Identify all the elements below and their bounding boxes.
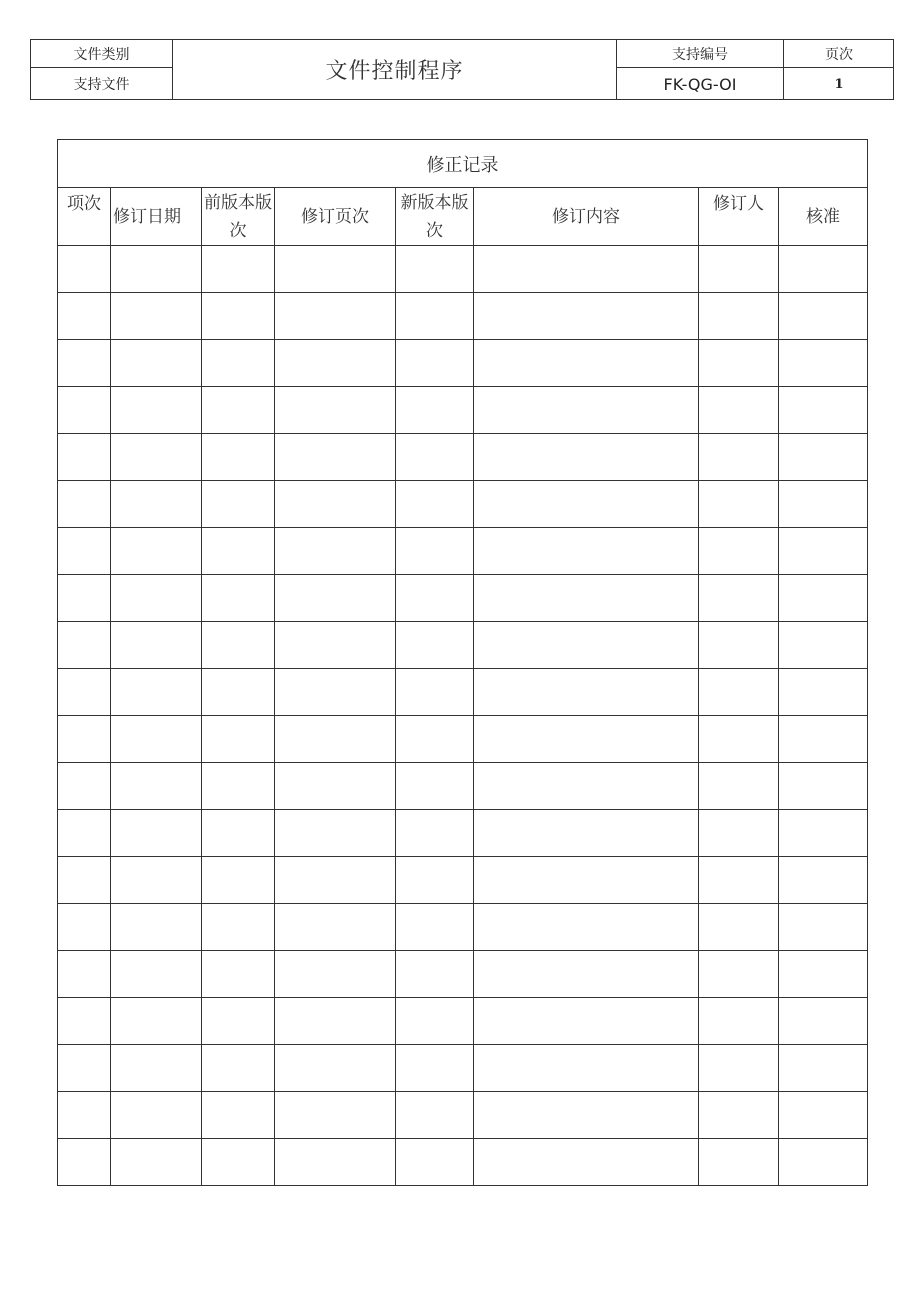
table-cell: [275, 481, 396, 528]
column-header-revision-content: 修订内容: [474, 188, 699, 246]
table-cell: [396, 1139, 474, 1186]
table-cell: [474, 528, 699, 575]
table-cell: [396, 998, 474, 1045]
table-row: [58, 1045, 868, 1092]
table-cell: [202, 669, 275, 716]
table-cell: [202, 857, 275, 904]
table-cell: [202, 293, 275, 340]
table-cell: [699, 434, 779, 481]
table-cell: [111, 293, 202, 340]
table-row: [58, 763, 868, 810]
table-cell: [699, 904, 779, 951]
table-cell: [58, 293, 111, 340]
table-cell: [275, 763, 396, 810]
document-title: 文件控制程序: [325, 59, 464, 84]
table-cell: [111, 1092, 202, 1139]
table-cell: [699, 293, 779, 340]
table-cell: [58, 904, 111, 951]
table-row: [58, 998, 868, 1045]
table-cell: [474, 951, 699, 998]
table-cell: [202, 246, 275, 293]
table-cell: [396, 387, 474, 434]
table-cell: [58, 528, 111, 575]
table-cell: [474, 998, 699, 1045]
table-cell: [275, 998, 396, 1045]
table-cell: [474, 1045, 699, 1092]
table-cell: [699, 857, 779, 904]
table-cell: [202, 1092, 275, 1139]
table-cell: [699, 340, 779, 387]
table-cell: [779, 293, 868, 340]
table-cell: [275, 293, 396, 340]
table-cell: [396, 810, 474, 857]
table-cell: [202, 434, 275, 481]
table-cell: [111, 434, 202, 481]
table-cell: [699, 1092, 779, 1139]
table-cell: [202, 481, 275, 528]
table-cell: [699, 763, 779, 810]
table-cell: [111, 387, 202, 434]
table-cell: [474, 1139, 699, 1186]
table-cell: [699, 528, 779, 575]
table-cell: [275, 1045, 396, 1092]
table-row: [58, 622, 868, 669]
table-cell: [111, 857, 202, 904]
table-cell: [111, 575, 202, 622]
table-cell: [779, 387, 868, 434]
table-cell: [779, 1045, 868, 1092]
table-cell: [275, 434, 396, 481]
table-cell: [474, 810, 699, 857]
table-cell: [779, 622, 868, 669]
table-cell: [202, 575, 275, 622]
table-cell: [202, 810, 275, 857]
table-cell: [699, 622, 779, 669]
table-cell: [779, 669, 868, 716]
table-cell: [111, 528, 202, 575]
table-caption: 修正记录: [58, 140, 868, 188]
table-cell: [779, 763, 868, 810]
table-cell: [275, 857, 396, 904]
table-cell: [111, 998, 202, 1045]
table-cell: [58, 857, 111, 904]
table-cell: [58, 246, 111, 293]
table-cell: [275, 340, 396, 387]
table-cell: [58, 481, 111, 528]
revision-rows: [58, 246, 868, 1186]
table-cell: [699, 810, 779, 857]
table-cell: [275, 1139, 396, 1186]
table-cell: [474, 1092, 699, 1139]
table-cell: [474, 481, 699, 528]
table-row: [58, 528, 868, 575]
table-cell: [699, 1045, 779, 1092]
category-label: 文件类别: [73, 46, 130, 63]
table-row: [58, 669, 868, 716]
column-header-previous-version: 前版本版次: [202, 188, 275, 246]
table-cell: [111, 622, 202, 669]
table-row: [58, 481, 868, 528]
table-cell: [202, 763, 275, 810]
table-cell: [779, 810, 868, 857]
table-cell: [396, 481, 474, 528]
table-cell: [396, 904, 474, 951]
table-cell: [58, 1139, 111, 1186]
table-cell: [396, 1045, 474, 1092]
table-cell: [202, 998, 275, 1045]
table-cell: [474, 622, 699, 669]
table-cell: [474, 387, 699, 434]
table-cell: [202, 904, 275, 951]
column-header-item-no: 项次: [58, 188, 111, 246]
category-value: 支持文件: [73, 77, 130, 93]
table-cell: [779, 340, 868, 387]
table-cell: [474, 716, 699, 763]
document-header: [30, 39, 894, 100]
table-cell: [275, 904, 396, 951]
table-cell: [396, 951, 474, 998]
table-cell: [58, 340, 111, 387]
table-cell: [111, 340, 202, 387]
table-cell: [275, 622, 396, 669]
table-cell: [396, 622, 474, 669]
table-cell: [58, 810, 111, 857]
revision-record-table: [57, 139, 868, 1186]
table-cell: [58, 1045, 111, 1092]
table-cell: [474, 763, 699, 810]
column-header-revision-date: 修订日期: [111, 188, 202, 246]
column-header-reviser: 修订人: [699, 188, 779, 246]
table-cell: [396, 434, 474, 481]
column-header-revised-page: 修订页次: [275, 188, 396, 246]
table-cell: [202, 340, 275, 387]
table-cell: [396, 528, 474, 575]
table-cell: [699, 1139, 779, 1186]
table-cell: [111, 481, 202, 528]
table-cell: [111, 1045, 202, 1092]
table-cell: [779, 481, 868, 528]
code-label: 支持编号: [672, 46, 728, 63]
table-cell: [58, 575, 111, 622]
table-cell: [275, 669, 396, 716]
table-cell: [275, 387, 396, 434]
table-cell: [111, 716, 202, 763]
table-cell: [779, 1139, 868, 1186]
table-cell: [779, 716, 868, 763]
table-cell: [396, 1092, 474, 1139]
table-cell: [58, 1092, 111, 1139]
table-cell: [779, 1092, 868, 1139]
table-cell: [111, 810, 202, 857]
table-cell: [275, 716, 396, 763]
table-cell: [111, 1139, 202, 1186]
table-cell: [779, 951, 868, 998]
table-cell: [699, 575, 779, 622]
table-row: [58, 246, 868, 293]
table-cell: [474, 434, 699, 481]
table-row: [58, 857, 868, 904]
table-cell: [474, 340, 699, 387]
table-cell: [58, 951, 111, 998]
table-cell: [779, 857, 868, 904]
table-row: [58, 716, 868, 763]
table-cell: [202, 1139, 275, 1186]
table-row: [58, 904, 868, 951]
table-row: [58, 810, 868, 857]
table-row: [58, 951, 868, 998]
table-cell: [202, 622, 275, 669]
table-cell: [111, 951, 202, 998]
table-cell: [474, 857, 699, 904]
table-cell: [275, 528, 396, 575]
table-cell: [699, 998, 779, 1045]
table-cell: [699, 716, 779, 763]
table-row: [58, 575, 868, 622]
table-cell: [58, 434, 111, 481]
table-cell: [202, 951, 275, 998]
table-cell: [396, 669, 474, 716]
table-cell: [58, 387, 111, 434]
table-cell: [202, 387, 275, 434]
table-cell: [474, 246, 699, 293]
table-cell: [699, 246, 779, 293]
table-cell: [779, 904, 868, 951]
column-header-new-version: 新版本版次: [396, 188, 474, 246]
table-cell: [396, 293, 474, 340]
page-number: 1: [834, 76, 844, 92]
table-row: [58, 387, 868, 434]
table-cell: [396, 857, 474, 904]
table-cell: [779, 575, 868, 622]
table-cell: [202, 528, 275, 575]
table-row: [58, 293, 868, 340]
table-cell: [275, 810, 396, 857]
page-label: 页次: [825, 46, 853, 63]
table-cell: [474, 904, 699, 951]
table-cell: [779, 246, 868, 293]
table-cell: [396, 340, 474, 387]
table-cell: [58, 716, 111, 763]
table-cell: [111, 904, 202, 951]
table-cell: [474, 575, 699, 622]
table-cell: [111, 246, 202, 293]
table-row: [58, 340, 868, 387]
table-row: [58, 434, 868, 481]
table-cell: [111, 763, 202, 810]
table-cell: [474, 669, 699, 716]
table-cell: [779, 528, 868, 575]
table-cell: [275, 575, 396, 622]
table-cell: [58, 998, 111, 1045]
table-cell: [396, 763, 474, 810]
table-cell: [699, 481, 779, 528]
table-row: [58, 1092, 868, 1139]
table-cell: [275, 951, 396, 998]
table-cell: [396, 716, 474, 763]
code-value: FK-QG-OI: [663, 74, 737, 94]
column-header-approval: 核准: [779, 188, 868, 246]
table-cell: [699, 951, 779, 998]
table-cell: [474, 293, 699, 340]
table-row: [58, 1139, 868, 1186]
table-cell: [779, 998, 868, 1045]
table-cell: [58, 669, 111, 716]
table-cell: [111, 669, 202, 716]
table-cell: [396, 575, 474, 622]
table-cell: [202, 1045, 275, 1092]
table-cell: [275, 246, 396, 293]
table-cell: [396, 246, 474, 293]
table-cell: [275, 1092, 396, 1139]
table-cell: [699, 669, 779, 716]
table-cell: [58, 622, 111, 669]
table-cell: [58, 763, 111, 810]
table-cell: [202, 716, 275, 763]
table-cell: [699, 387, 779, 434]
table-cell: [779, 434, 868, 481]
